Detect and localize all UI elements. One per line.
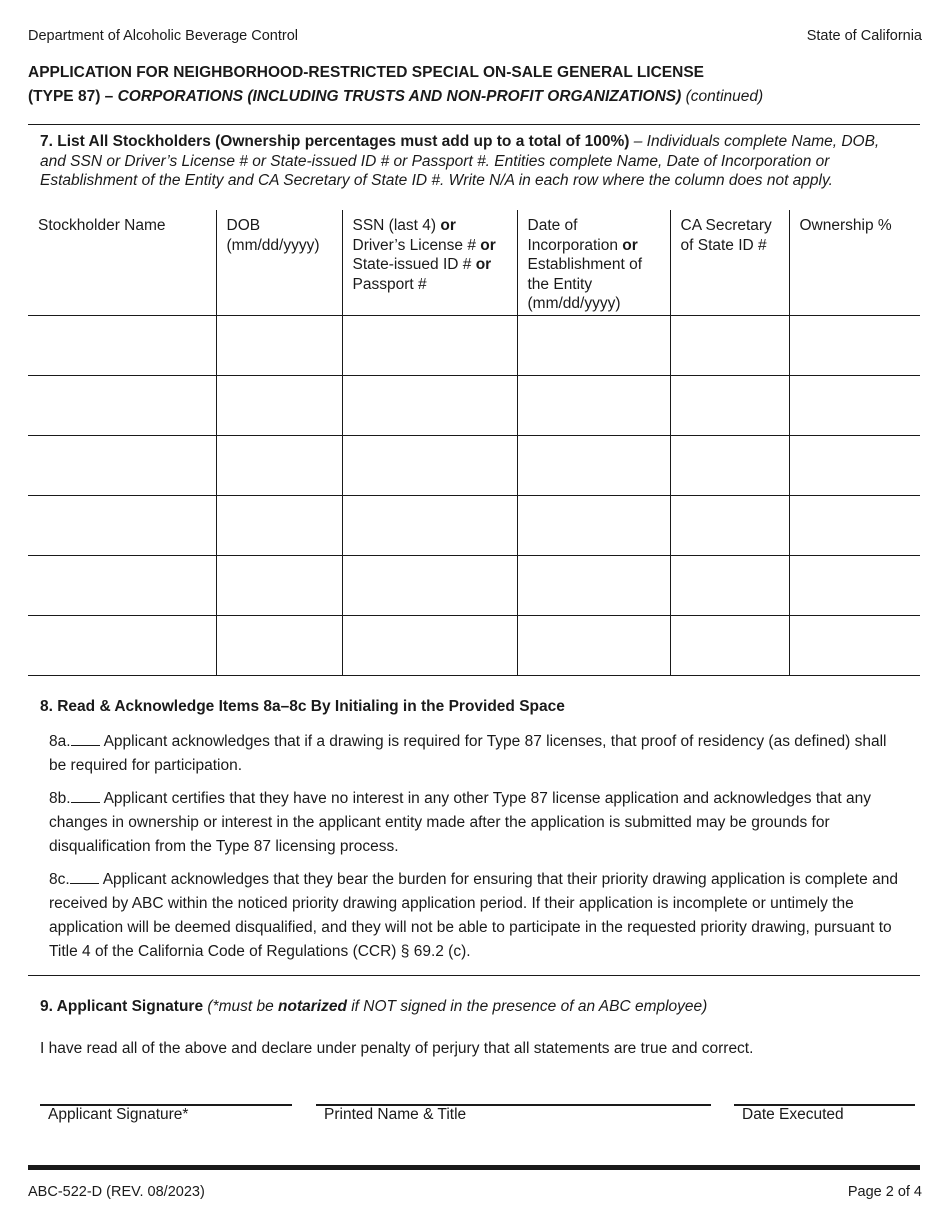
footer-rule — [28, 1165, 920, 1170]
form-title-line2 — [28, 88, 763, 106]
table-row — [28, 436, 920, 496]
date-executed-label: Date Executed — [742, 1106, 844, 1123]
table-cell[interactable] — [342, 616, 517, 676]
type-label: (TYPE 87) – — [28, 88, 118, 105]
table-cell[interactable] — [670, 556, 789, 616]
table-cell[interactable] — [789, 316, 920, 376]
table-cell[interactable] — [342, 556, 517, 616]
table-row — [28, 496, 920, 556]
table-row — [28, 616, 920, 676]
table-cell[interactable] — [789, 556, 920, 616]
stockholders-table — [28, 210, 920, 676]
table-cell[interactable] — [670, 436, 789, 496]
form-title-line1: APPLICATION FOR NEIGHBORHOOD-RESTRICTED SPECIAL ON-SALE GENERAL LICENSE — [28, 64, 705, 81]
table-cell[interactable] — [789, 496, 920, 556]
section-divider — [28, 975, 920, 976]
continued-label: (continued) — [681, 88, 764, 105]
section9-heading-row: 9. Applicant Signature (*must be notarized if NOT signed in the presence of an ABC employee) — [40, 998, 708, 1015]
table-cell[interactable] — [789, 376, 920, 436]
table-cell[interactable] — [670, 616, 789, 676]
table-cell[interactable] — [517, 376, 670, 436]
item-text: Applicant acknowledges that if a drawing is required for Type 87 licenses, that proof of residency (as defined) shall be required for participation. — [49, 733, 887, 774]
col-id-number: SSN (last 4) or Driver’s License # or State-issued ID # or Passport # — [342, 210, 517, 316]
declaration-text: I have read all of the above and declare under penalty of perjury that all statements are true and correct. — [40, 1040, 754, 1057]
table-cell[interactable] — [517, 496, 670, 556]
table-cell[interactable] — [28, 556, 216, 616]
ack-item-8c — [49, 868, 899, 964]
col-sos-id: CA Secretary of State ID # — [670, 210, 789, 316]
state-name: State of California — [806, 28, 922, 44]
item-label: 8a. — [49, 733, 71, 750]
table-cell[interactable] — [216, 316, 342, 376]
table-row — [28, 556, 920, 616]
col-dob: DOB (mm/dd/yyyy) — [216, 210, 342, 316]
table-cell[interactable] — [28, 376, 216, 436]
initial-field-8c[interactable] — [70, 869, 99, 884]
col-incorporation-date: Date of Incorporation or Establishment of the Entity (mm/dd/yyyy) — [517, 210, 670, 316]
table-cell[interactable] — [216, 616, 342, 676]
initial-field-8a[interactable] — [71, 731, 100, 746]
table-cell[interactable] — [28, 436, 216, 496]
section9-heading: 9. Applicant Signature — [40, 998, 204, 1015]
form-id: ABC-522-D (REV. 08/2023) — [28, 1184, 205, 1200]
item-label: 8c. — [49, 871, 70, 888]
col-stockholder-name: Stockholder Name — [28, 210, 216, 316]
agency-name: Department of Alcoholic Beverage Control — [28, 28, 299, 44]
section-divider — [28, 124, 920, 125]
table-cell[interactable] — [789, 616, 920, 676]
table-cell[interactable] — [28, 496, 216, 556]
entity-type-label: CORPORATIONS (INCLUDING TRUSTS AND NON-PROFIT ORGANIZATIONS) — [117, 88, 682, 105]
table-row — [28, 316, 920, 376]
initial-field-8b[interactable] — [71, 788, 100, 803]
table-cell[interactable] — [517, 616, 670, 676]
table-cell[interactable] — [216, 556, 342, 616]
table-cell[interactable] — [216, 376, 342, 436]
ack-item-8a — [49, 730, 899, 778]
table-cell[interactable] — [517, 316, 670, 376]
table-cell[interactable] — [28, 616, 216, 676]
item-text: Applicant acknowledges that they bear the burden for ensuring that their priority drawing application is complete and received by ABC within the noticed priority drawing application period. If their application is incomplete or untimely the application will be deemed disqualified, and they will not be able to participate in the requested priority drawing, pursuant to Title 4 of the California Code of Regulations (CCR) § 69.2 (c). — [49, 871, 898, 960]
table-cell[interactable] — [670, 316, 789, 376]
section8-heading: 8. Read & Acknowledge Items 8a–8c By Initialing in the Provided Space — [40, 698, 565, 715]
col-ownership: Ownership % — [789, 210, 920, 316]
notarized-text: notarized — [278, 998, 347, 1015]
signature-label: Applicant Signature* — [48, 1106, 189, 1123]
table-cell[interactable] — [517, 556, 670, 616]
table-row — [28, 376, 920, 436]
table-cell[interactable] — [342, 376, 517, 436]
table-cell[interactable] — [517, 436, 670, 496]
item-label: 8b. — [49, 790, 71, 807]
table-cell[interactable] — [342, 316, 517, 376]
section7-instructions: – Individuals complete Name, DOB, and SSN or Driver’s License # or State-issued ID # or Passport #. Entities complete Name, Date of Incorporation or Establishment of the Entity and CA Secretary of State ID #. Write N/A in each row where the column does not apply. — [40, 133, 880, 189]
table-cell[interactable] — [789, 436, 920, 496]
table-cell[interactable] — [670, 496, 789, 556]
printed-name-label: Printed Name & Title — [324, 1106, 467, 1123]
item-text: Applicant certifies that they have no interest in any other Type 87 license application and acknowledges that any changes in ownership or interest in the applicant entity made after the application is submitted may be grounds for disqualification from the Type 87 licensing process. — [49, 790, 872, 855]
table-cell[interactable] — [342, 436, 517, 496]
page-number: Page 2 of 4 — [847, 1184, 922, 1200]
ack-item-8b — [49, 787, 899, 859]
table-cell[interactable] — [216, 436, 342, 496]
table-cell[interactable] — [216, 496, 342, 556]
table-cell[interactable] — [342, 496, 517, 556]
table-cell[interactable] — [28, 316, 216, 376]
section7-intro — [40, 132, 900, 191]
table-cell[interactable] — [670, 376, 789, 436]
section7-heading: 7. List All Stockholders (Ownership percentages must add up to a total of 100%) — [40, 133, 630, 150]
